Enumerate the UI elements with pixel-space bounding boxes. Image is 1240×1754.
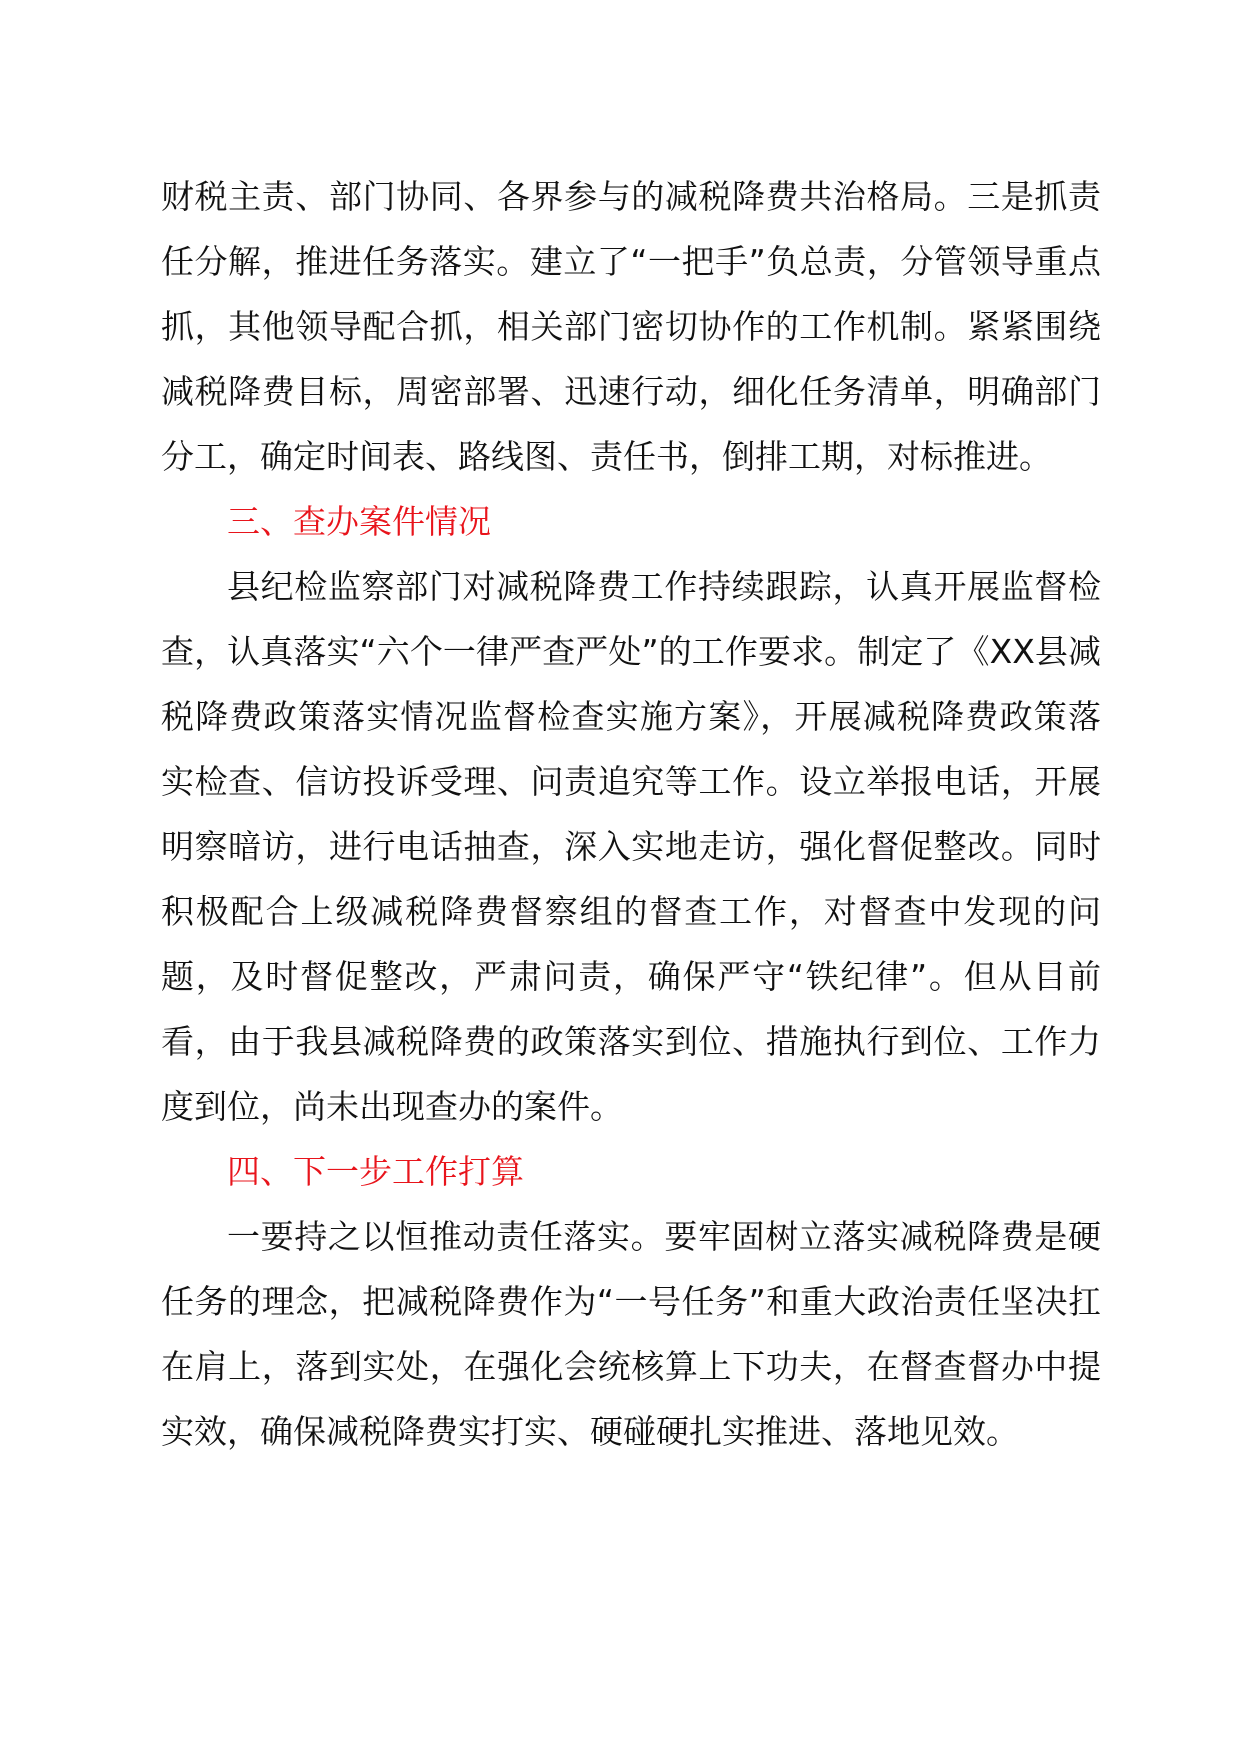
document-page — [161, 164, 1101, 1464]
paragraph-cases: 县纪检监察部门对减税降费工作持续跟踪，认真开展监督检查，认真落实“六个一律严查严处”的工作要求。制定了《XX县减税降费政策落实情况监督检查实施方案》，开展减税降费政策落实检查、信访投诉受理、问责追究等工作。设立举报电话，开展明察暗访，进行电话抽查，深入实地走访，强化督促整改。同时积极配合上级减税降费督察组的督查工作，对督查中发现的问题，及时督促整改，严肃问责，确保严守“铁纪律”。但从目前看，由于我县减税降费的政策落实到位、措施执行到位、工作力度到位，尚未出现查办的案件。 — [161, 567, 1101, 1126]
paragraph-next-steps: 一要持之以恒推动责任落实。要牢固树立落实减税降费是硬任务的理念，把减税降费作为“一号任务”和重大政治责任坚决扛在肩上，落到实处，在强化会统核算上下功夫，在督查督办中提实效，确保减税降费实打实、硬碰硬扎实推进、落地见效。 — [161, 1217, 1101, 1451]
section-heading-cases: 三、查办案件情况 — [227, 502, 491, 541]
paragraph-continued: 财税主责、部门协同、各界参与的减税降费共治格局。三是抓责任分解，推进任务落实。建立了“一把手”负总责，分管领导重点抓，其他领导配合抓，相关部门密切协作的工作机制。紧紧围绕减税降费目标，周密部署、迅速行动，细化任务清单，明确部门分工，确定时间表、路线图、责任书，倒排工期，对标推进。 — [161, 177, 1101, 476]
section-heading-next-steps: 四、下一步工作打算 — [227, 1152, 524, 1191]
